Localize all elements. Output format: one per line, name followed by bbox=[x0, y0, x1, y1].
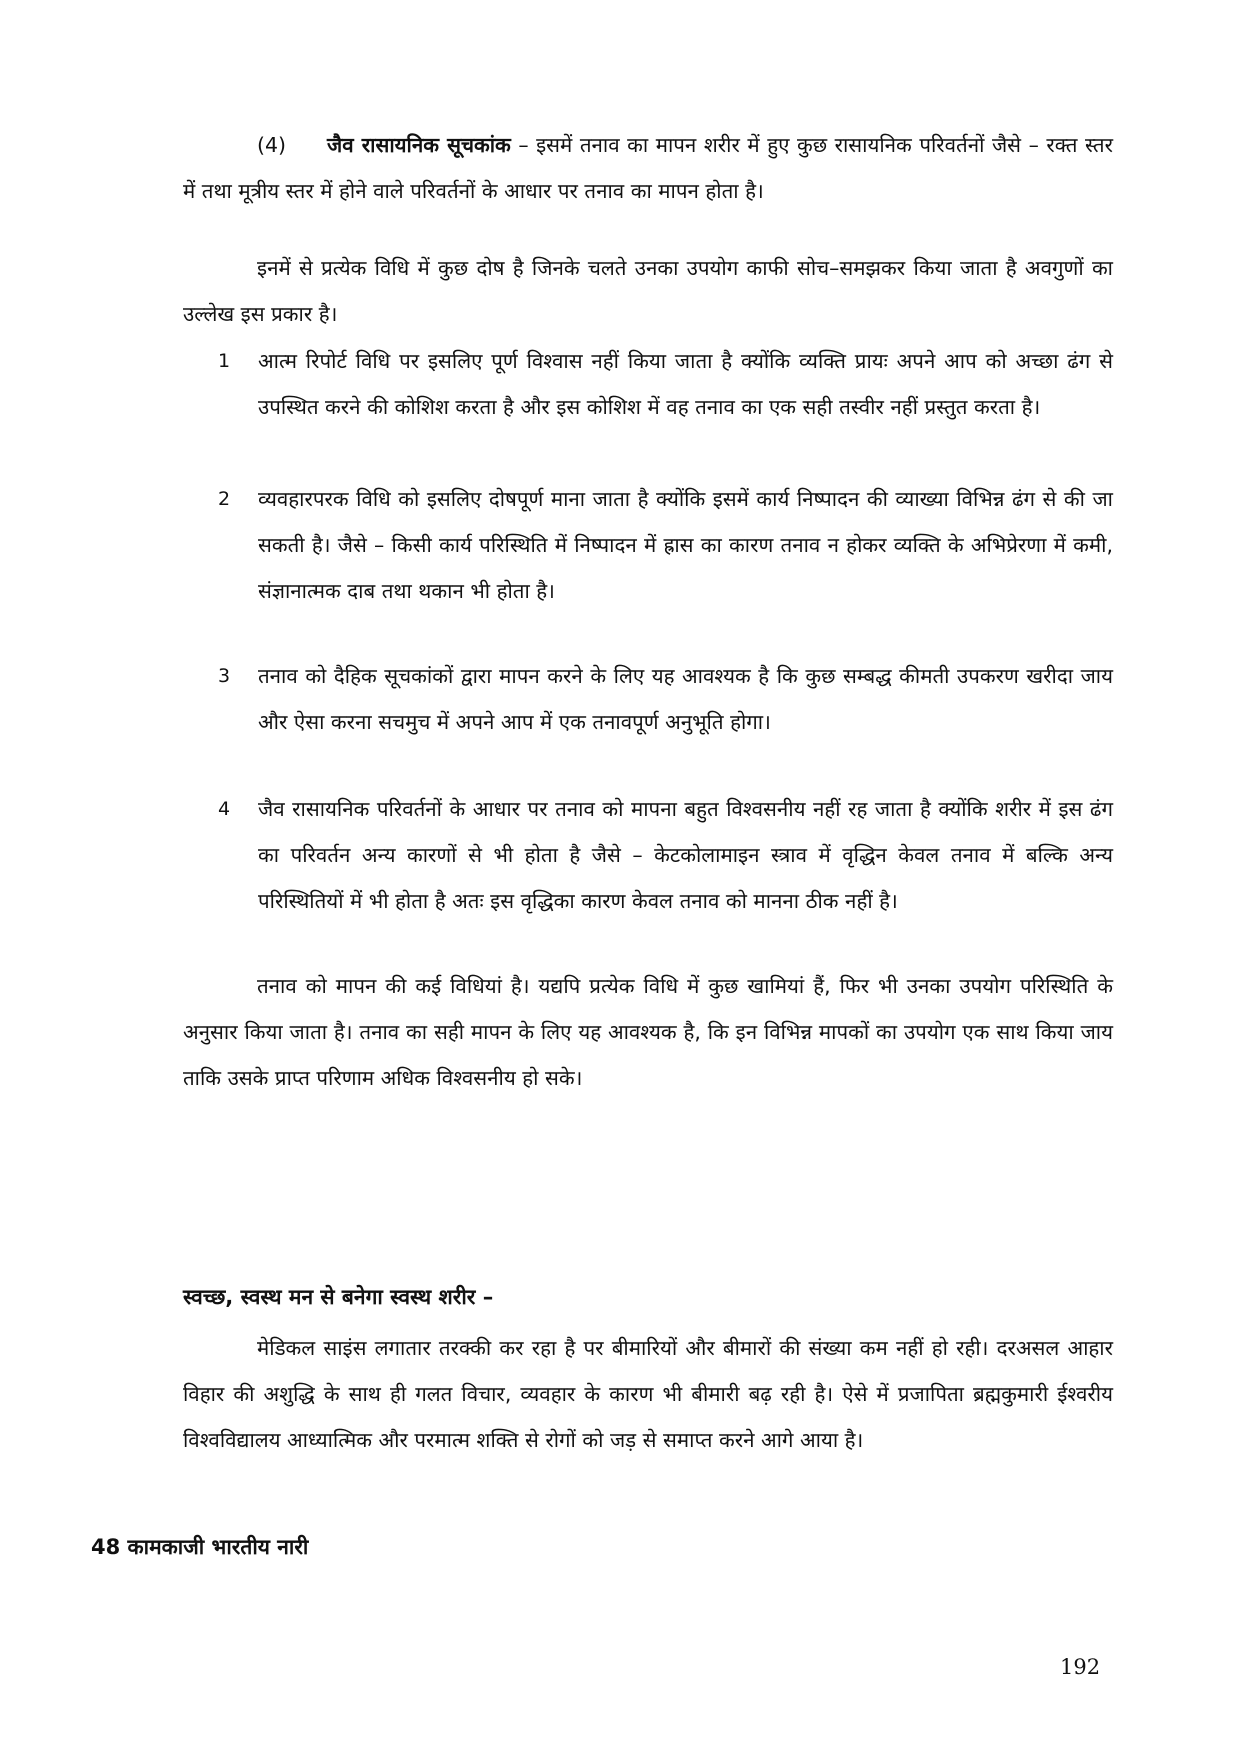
section-text: – इसमें तनाव का मापन शरीर में हुए कुछ रासायनिक परिवर्तनों जैसे – रक्त स्तर में तथा मूत्रीय स्तर में होने वाले परिवर्तनों के आधार पर तनाव का मापन होता है। bbox=[183, 133, 1113, 203]
list-item bbox=[218, 786, 1113, 924]
list-item-number: 4 bbox=[218, 798, 231, 820]
list-item bbox=[218, 653, 1113, 745]
intro-paragraph: इनमें से प्रत्येक विधि में कुछ दोष है जिनके चलते उनका उपयोग काफी सोच–समझकर किया जाता है अवगुणों का उल्लेख इस प्रकार है। bbox=[183, 256, 1113, 326]
page-number: 192 bbox=[1060, 1655, 1101, 1679]
section-term: जैव रासायनिक सूचकांक bbox=[327, 133, 511, 157]
book-footer-title: 48 कामकाजी भारतीय नारी bbox=[91, 1535, 309, 1559]
closing-paragraph: मेडिकल साइंस लगातार तरक्की कर रहा है पर बीमारियों और बीमारों की संख्या कम नहीं हो रही। दरअसल आहार विहार की अशुद्धि के साथ ही गलत विचार, व्यवहार के कारण भी बीमारी बढ़ रही है। ऐसे में प्रजापिता ब्रह्मकुमारी ईश्वरीय विश्वविद्यालय आध्यात्मिक और परमात्म शक्ति से रोगों को जड़ से समाप्त करने आगे आया है। bbox=[183, 1336, 1113, 1452]
list-item-number: 2 bbox=[218, 488, 231, 510]
section-4-paragraph bbox=[183, 122, 1113, 214]
summary-paragraph: तनाव को मापन की कई विधियां है। यद्यपि प्रत्येक विधि में कुछ खामियां हैं, फिर भी उनका उपयोग परिस्थिति के अनुसार किया जाता है। तनाव का सही मापन के लिए यह आवश्यक है, कि इन विभिन्न मापकों का उपयोग एक साथ किया जाय ताकि उसके प्राप्त परिणाम अधिक विश्वसनीय हो सके। bbox=[183, 974, 1113, 1090]
list-item-text: व्यवहारपरक विधि को इसलिए दोषपूर्ण माना जाता है क्योंकि इसमें कार्य निष्पादन की व्याख्या विभिन्न ढंग से की जा सकती है। जैसे – किसी कार्य परिस्थिति में निष्पादन में ह्रास का कारण तनाव न होकर व्यक्ति के अभिप्रेरणा में कमी, संज्ञानात्मक दाब तथा थकान भी होता है। bbox=[258, 487, 1113, 603]
list-item bbox=[218, 338, 1113, 430]
list-item-text: तनाव को दैहिक सूचकांकों द्वारा मापन करने के लिए यह आवश्यक है कि कुछ सम्बद्ध कीमती उपकरण खरीदा जाय और ऐसा करना सचमुच में अपने आप में एक तनावपूर्ण अनुभूति होगा। bbox=[258, 664, 1113, 734]
section-number: (4) bbox=[257, 133, 287, 157]
list-item-text: आत्म रिपोर्ट विधि पर इसलिए पूर्ण विश्वास नहीं किया जाता है क्योंकि व्यक्ति प्रायः अपने आप को अच्छा ढंग से उपस्थित करने की कोशिश करता है और इस कोशिश में वह तनाव का एक सही तस्वीर नहीं प्रस्तुत करता है। bbox=[258, 349, 1113, 419]
section-heading: स्वच्छ, स्वस्थ मन से बनेगा स्वस्थ शरीर – bbox=[183, 1285, 494, 1309]
list-item-text: जैव रासायनिक परिवर्तनों के आधार पर तनाव को मापना बहुत विश्वसनीय नहीं रह जाता है क्योंकि शरीर में इस ढंग का परिवर्तन अन्य कारणों से भी होता है जैसे – केटकोलामाइन स्त्राव में वृद्धिन केवल तनाव में बल्कि अन्य परिस्थितियों में भी होता है अतः इस वृद्धिका कारण केवल तनाव को मानना ठीक नहीं है। bbox=[258, 797, 1113, 913]
list-item-number: 1 bbox=[218, 350, 231, 372]
list-item bbox=[218, 476, 1113, 614]
list-item-number: 3 bbox=[218, 665, 231, 687]
